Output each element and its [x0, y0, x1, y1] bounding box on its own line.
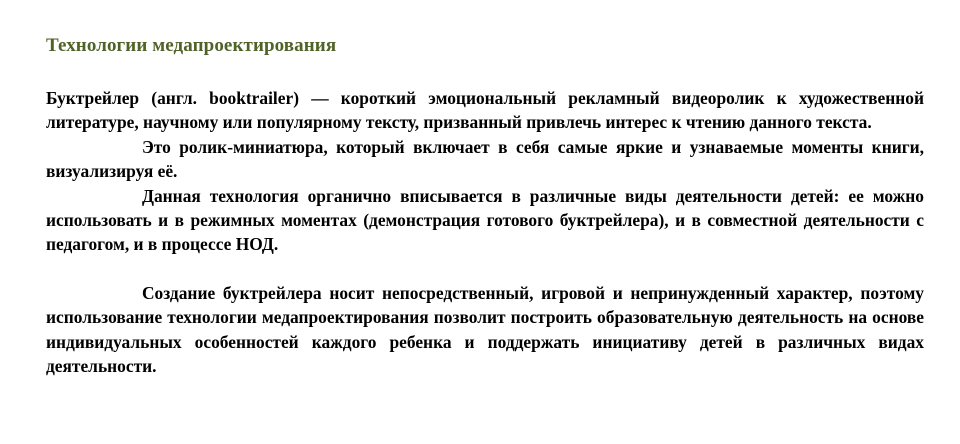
paragraph-technology-usage: Данная технология органично вписывается в различные виды деятельности детей: ее можно использовать и в режимных моментах (демонстрация готового буктрейлера), и в совместной деятельности с педагогом, и в процессе НОД.	[46, 185, 924, 255]
paragraph-spacer	[46, 257, 924, 281]
slide-title: Технологии медапроектирования	[46, 35, 337, 56]
paragraph-creation-benefits: Создание буктрейлера носит непосредственный, игровой и непринужденный характер, поэтому использование технологии медапроектирования позволит построить образовательную деятельность на основе индивидуальных особенностей каждого ребенка и поддержать инициативу детей в различных видах деятельности.	[46, 282, 924, 377]
paragraph-miniature-description: Это ролик-миниатюра, который включает в себя самые яркие и узнаваемые моменты книги, визуализируя её.	[46, 136, 924, 182]
paragraph-booktrailer-definition: Буктрейлер (англ. booktrailer) — короткий эмоциональный рекламный видеоролик к художественной литературе, научному или популярному тексту, призванный привлечь интерес к чтению данного текста.	[46, 88, 924, 133]
slide-body	[46, 86, 924, 378]
